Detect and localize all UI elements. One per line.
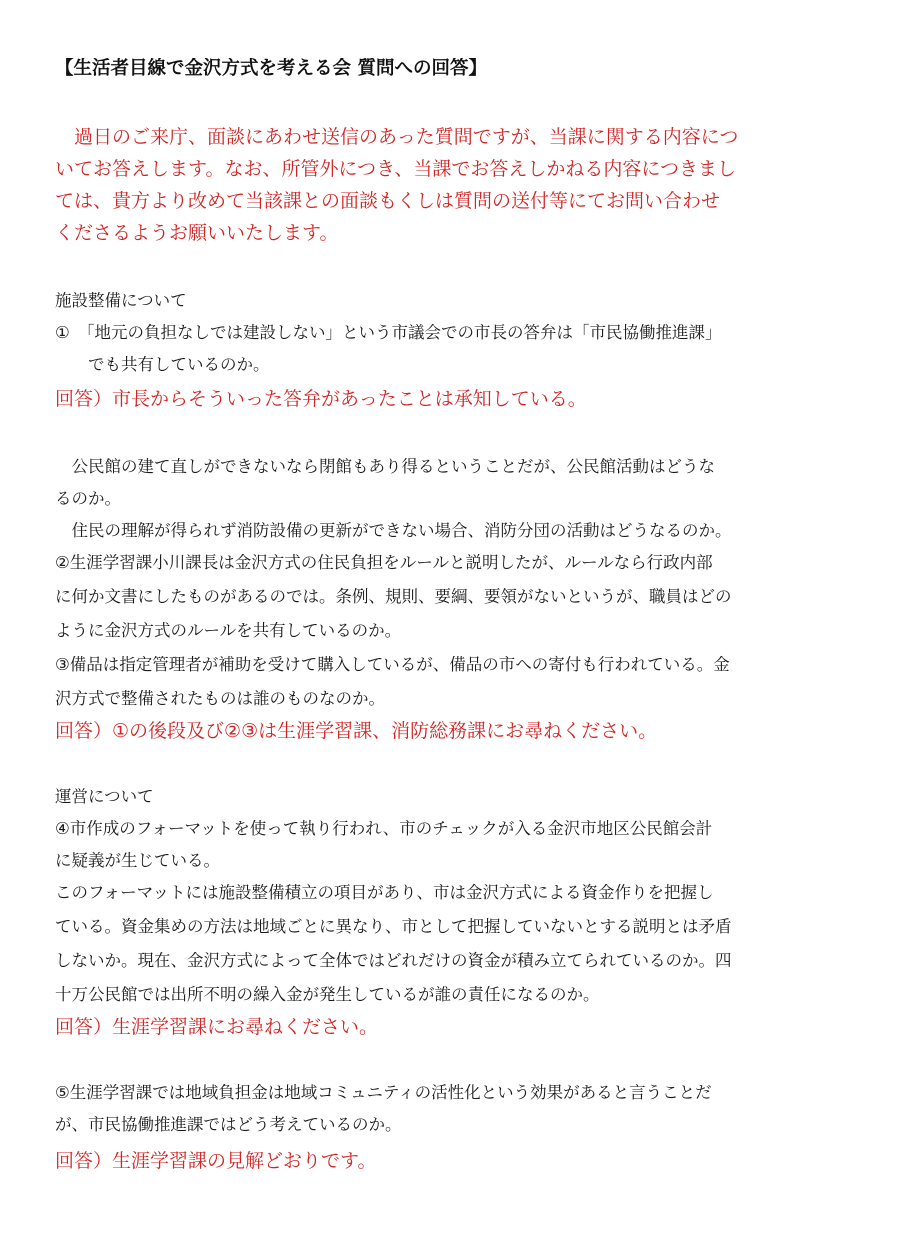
question-4-line-4: ている。資金集めの方法は地域ごとに異なり、市として把握していないとする説明とは矛盾 (55, 917, 732, 936)
intro-line-1: 過日のご来庁、面談にあわせ送信のあった質問ですが、当課に関する内容につ (55, 126, 739, 148)
question-5-line-1: ⑤生涯学習課では地域負担金は地域コミュニティの活性化という効果があると言うことだ (55, 1083, 712, 1102)
answer-2: 回答）①の後段及び②③は生涯学習課、消防総務課にお尋ねください。 (55, 720, 658, 742)
question-4-line-2: に疑義が生じている。 (55, 851, 220, 870)
question-3-line-1: ③備品は指定管理者が補助を受けて購入しているが、備品の市への寄付も行われている。金 (55, 655, 730, 674)
question-2-line-3: ように金沢方式のルールを共有しているのか。 (55, 621, 402, 640)
question-4-line-3: このフォーマットには施設整備積立の項目があり、市は金沢方式による資金作りを把握し (55, 883, 714, 902)
question-1b-line-3: 住民の理解が得られず消防設備の更新ができない場合、消防分団の活動はどうなるのか。 (55, 521, 732, 540)
question-1-line-1: ① 「地元の負担なしでは建設しない」という市議会での市長の答弁は「市民協働推進課」 (55, 323, 722, 342)
intro-line-2: いてお答えします。なお、所管外につき、当課でお答えしかねる内容につきまし (55, 158, 736, 180)
question-1-line-2: でも共有しているのか。 (55, 355, 270, 374)
section-heading-facilities: 施設整備について (55, 291, 187, 310)
question-3-line-2: 沢方式で整備されたものは誰のものなのか。 (55, 689, 385, 708)
intro-line-4: くださるようお願いいたします。 (55, 222, 339, 244)
question-4-line-1: ④市作成のフォーマットを使って執り行われ、市のチェックが入る金沢市地区公民館会計 (55, 819, 713, 838)
section-heading-operations: 運営について (55, 787, 154, 806)
question-1b-line-1: 公民館の建て直しができないなら閉館もあり得るということだが、公民館活動はどうな (55, 457, 715, 476)
question-4-line-6: 十万公民館では出所不明の繰入金が発生しているが誰の責任になるのか。 (55, 985, 600, 1004)
answer-4: 回答）生涯学習課にお尋ねください。 (55, 1016, 379, 1038)
answer-1: 回答）市長からそういった答弁があったことは承知している。 (55, 388, 587, 410)
document-title: 【生活者目線で金沢方式を考える会 質問への回答】 (55, 58, 487, 79)
question-1b-line-2: るのか。 (55, 489, 121, 508)
intro-line-3: ては、貴方より改めて当該課との面談もくしは質問の送付等にてお問い合わせ (55, 190, 721, 212)
answer-5: 回答）生涯学習課の見解どおりです。 (55, 1150, 377, 1172)
question-2-line-1: ②生涯学習課小川課長は金沢方式の住民負担をルールと説明したが、ルールなら行政内部 (55, 553, 713, 572)
question-4-line-5: しないか。現在、金沢方式によって全体ではどれだけの資金が積み立てられているのか。四 (55, 951, 732, 970)
question-2-line-2: に何か文書にしたものがあるのでは。条例、規則、要綱、要領がないというが、職員はどの (55, 587, 732, 606)
question-5-line-2: が、市民協働推進課ではどう考えているのか。 (55, 1115, 402, 1134)
